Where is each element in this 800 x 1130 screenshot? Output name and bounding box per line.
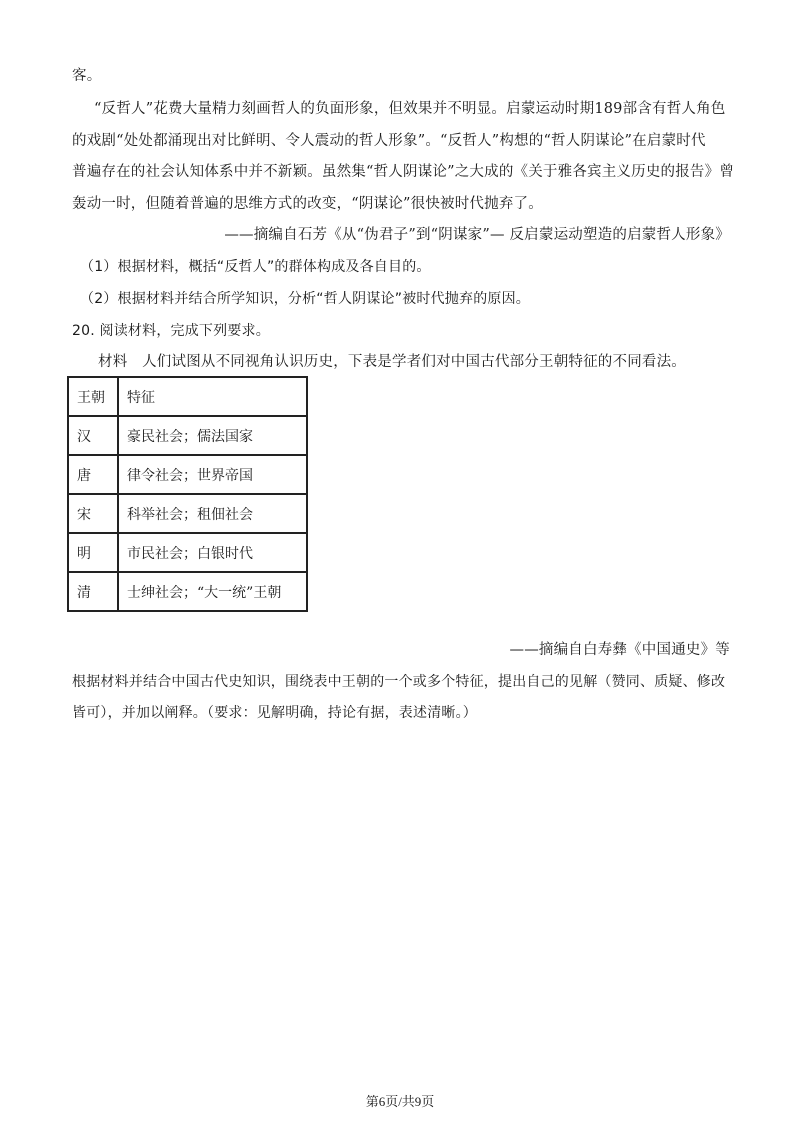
cell-dynasty: 宋	[68, 494, 118, 533]
table-row	[68, 455, 307, 494]
task-line-1: 根据材料并结合中国古代史知识，围绕表中王朝的一个或多个特征，提出自己的见解（赞同、质疑、修改	[72, 674, 726, 690]
cell-feature: 律令社会；世界帝国	[118, 455, 307, 494]
cell-dynasty: 明	[68, 533, 118, 572]
paragraph-line-2: 的戏剧“处处都涌现出对比鲜明、令人震动的哲人形象”。“反哲人”构想的“哲人阴谋论”在启蒙时代	[72, 133, 706, 149]
table-row	[68, 416, 307, 455]
table-header-row	[68, 377, 307, 416]
task-line-2: 皆可），并加以阐释。（要求：见解明确，持论有据，表述清晰。）	[72, 705, 477, 721]
page-number: 第6页/共9页	[365, 1094, 435, 1109]
cell-feature: 科举社会；租佃社会	[118, 494, 307, 533]
question-19-part-1: （1）根据材料，概括“反哲人”的群体构成及各自目的。	[80, 259, 431, 275]
table-row	[68, 572, 307, 611]
material-intro: 材料 人们试图从不同视角认识历史，下表是学者们对中国古代部分王朝特征的不同看法。	[98, 354, 686, 370]
table-row	[68, 494, 307, 533]
cell-feature: 市民社会；白银时代	[118, 533, 307, 572]
cell-dynasty: 清	[68, 572, 118, 611]
question-20-heading: 20. 阅读材料，完成下列要求。	[72, 323, 270, 339]
question-19-part-2: （2）根据材料并结合所学知识，分析“哲人阴谋论”被时代抛弃的原因。	[80, 291, 531, 307]
header-dynasty: 王朝	[68, 377, 118, 416]
cell-feature: 士绅社会；“大一统”王朝	[118, 572, 307, 611]
paragraph-line-4: 轰动一时，但随着普遍的思维方式的改变，“阴谋论”很快被时代抛弃了。	[72, 196, 543, 212]
paragraph-line-3: 普遍存在的社会认知体系中并不新颖。虽然集“哲人阴谋论”之大成的《关于雅各宾主义历史的报告》曾	[72, 164, 735, 180]
header-feature: 特征	[118, 377, 307, 416]
table-row	[68, 533, 307, 572]
source-citation-2: ——摘编自白寿彝《中国通史》等	[509, 642, 730, 658]
cell-dynasty: 唐	[68, 455, 118, 494]
cell-dynasty: 汉	[68, 416, 118, 455]
paragraph-line-1: “反哲人”花费大量精力刻画哲人的负面形象，但效果并不明显。启蒙运动时期189部含有哲人角色	[94, 101, 726, 117]
source-citation-1: ——摘编自石芳《从“伪君子”到“阴谋家”— 反启蒙运动塑造的启蒙哲人形象》	[224, 227, 730, 243]
cell-feature: 豪民社会；儒法国家	[118, 416, 307, 455]
dynasty-table	[67, 376, 308, 612]
continuation-text: 客。	[72, 68, 102, 84]
